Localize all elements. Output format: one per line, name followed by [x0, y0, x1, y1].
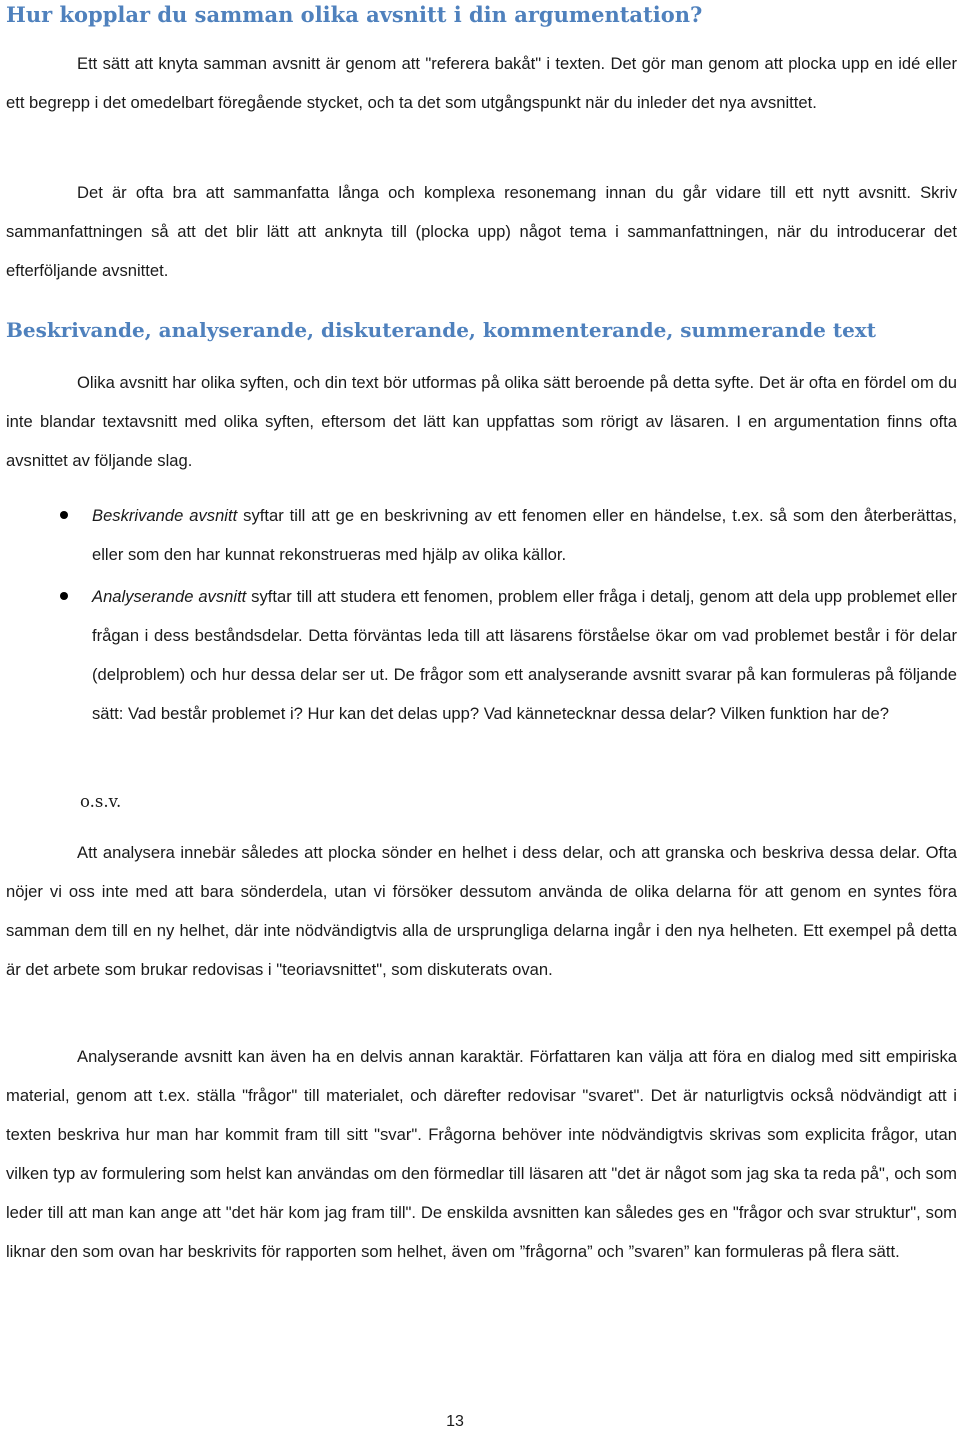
- body-paragraph-1: Att analysera innebär således att plocka sönder en helhet i dess delar, och att granska och beskriva dessa delar. Ofta nöjer vi oss inte med att bara sönderdela, utan vi försöker dessutom använda de olika delarna för att genom en syntes föra samman dem till en ny helhet, där inte nödvändigtvis alla de ursprungliga delarna ingår i den nya helheten. Ett exempel på detta är det arbete som brukar redovisas i "teoriavsnittet", som diskuterats ovan.: [6, 843, 957, 979]
- section-type-list: [0, 496, 960, 736]
- list-item: [0, 496, 957, 574]
- list-item-text: syftar till att studera ett fenomen, problem eller fråga i detalj, genom att dela upp problemet eller frågan i dess beståndsdelar. Detta förväntas leda till att läsarens förståelse ökar om vad problemet består i för delar (delproblem) och hur dessa delar ser ut. De frågor som ett analyserande avsnitt svarar på kan formuleras på följande sätt: Vad består problemet i? Hur kan det delas upp? Vad kännetecknar dessa delar? Vilken funktion har de?: [92, 587, 958, 723]
- page-heading: Hur kopplar du samman olika avsnitt i din argumentation?: [6, 2, 703, 27]
- intro-paragraph-1: Ett sätt att knyta samman avsnitt är genom att "referera bakåt" i texten. Det gör man genom att plocka upp en idé eller ett begrepp i det omedelbart föregående stycket, och ta det som utgångspunkt när du inleder det nya avsnittet.: [6, 54, 957, 112]
- bullet-icon: [60, 511, 68, 519]
- list-item-term: Analyserande avsnitt: [92, 587, 247, 606]
- section-heading: Beskrivande, analyserande, diskuterande, kommenterande, summerande text: [6, 318, 876, 342]
- osv-text: o.s.v.: [80, 792, 122, 811]
- list-item-text: syftar till att ge en beskrivning av ett fenomen eller en händelse, t.ex. så som den återberättas, eller som den har kunnat rekonstrueras med hjälp av olika källor.: [92, 506, 957, 564]
- intro-paragraph-2: Det är ofta bra att sammanfatta långa och komplexa resonemang innan du går vidare till ett nytt avsnitt. Skriv sammanfattningen så att det blir lätt att anknyta till (plocka upp) något tema i sammanfattningen, när du introducerar det efterföljande avsnittet.: [6, 183, 957, 280]
- page-number: 13: [446, 1413, 464, 1430]
- body-paragraph-2: Analyserande avsnitt kan även ha en delvis annan karaktär. Författaren kan välja att föra en dialog med sitt empiriska material, genom att t.ex. ställa "frågor" till materialet, och därefter redovisar "svaret". Det är naturligtvis också nödvändigt att i texten beskriva hur man har kommit fram till sitt "svar". Frågorna behöver inte nödvändigtvis skrivas som explicita frågor, utan vilken typ av formulering som helst kan användas om den förmedlar till läsaren att "det är något som jag ska ta reda på", och som leder till att man kan ange att "det här kom jag fram till". De enskilda avsnitten kan således ges en "frågor och svar struktur", som liknar den som ovan har beskrivits för rapporten som helhet, även om ”frågorna” och ”svaren” kan formuleras på flera sätt.: [6, 1047, 957, 1261]
- list-item: [0, 577, 957, 733]
- section-paragraph: Olika avsnitt har olika syften, och din text bör utformas på olika sätt beroende på detta syfte. Det är ofta en fördel om du inte blandar textavsnitt med olika syften, eftersom det lätt kan uppfattas som rörigt av läsaren. I en argumentation finns ofta avsnittet av följande slag.: [6, 373, 957, 470]
- bullet-icon: [60, 592, 68, 600]
- list-item-term: Beskrivande avsnitt: [92, 506, 238, 525]
